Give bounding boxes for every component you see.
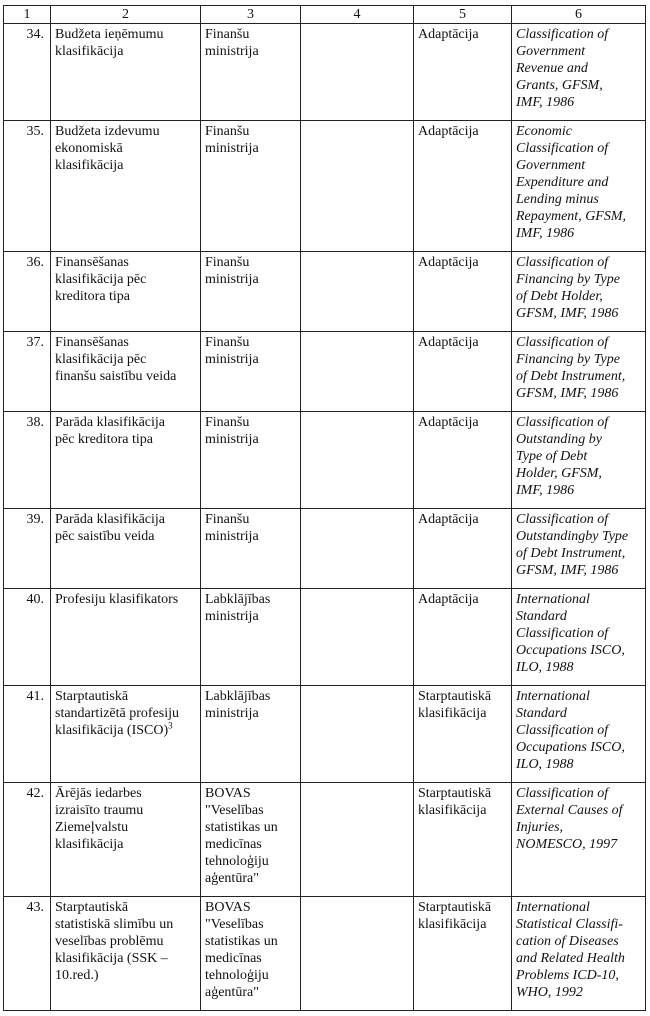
responsible-institution-line: tehnoloģiju: [205, 968, 269, 983]
responsible-institution-line: ministrija: [205, 609, 259, 624]
international-source-line: Problems ICD-10,: [516, 968, 619, 983]
responsible-institution-line: Finanšu: [205, 415, 250, 430]
classification-name-line: Parāda klasifikācija: [55, 512, 166, 527]
classification-type-line: Adaptācija: [418, 335, 479, 350]
responsible-institution-line: statistikas un: [205, 934, 278, 949]
international-source-line: Statistical Classifi-: [516, 917, 623, 932]
international-source-line: Outstanding by: [516, 432, 602, 447]
international-source-line: Classification of: [516, 626, 609, 641]
international-source-line: Outstandingby Type: [516, 529, 629, 544]
responsible-institution: [201, 412, 301, 509]
classification-type: [414, 252, 512, 332]
classification-name-line: pēc kreditora tipa: [55, 432, 153, 447]
international-source-line: Classification of: [516, 512, 609, 527]
responsible-institution-line: medicīnas: [205, 951, 262, 966]
responsible-institution: [201, 686, 301, 783]
international-source-line: GFSM, IMF, 1986: [516, 306, 619, 321]
responsible-institution-line: aģentūra": [205, 985, 259, 1000]
international-source-line: Repayment, GFSM,: [516, 209, 627, 224]
responsible-institution: [201, 121, 301, 252]
table-row: [4, 686, 646, 783]
classification-name-text: klasifikācija (ISCO): [55, 723, 169, 738]
column-header-1: 1: [4, 6, 51, 24]
responsible-institution: [201, 24, 301, 121]
column-4-cell: [301, 783, 414, 897]
classification-type: [414, 686, 512, 783]
classification-name-line: klasifikācija: [55, 158, 124, 173]
classification-name-line: izraisīto traumu: [55, 803, 144, 818]
international-source-line: Classification of: [516, 786, 609, 801]
responsible-institution-line: Finanšu: [205, 27, 250, 42]
responsible-institution: [201, 783, 301, 897]
international-source-line: Grants, GFSM,: [516, 78, 603, 93]
international-source-line: cation of Diseases: [516, 934, 619, 949]
responsible-institution-line: Labklājības: [205, 592, 271, 607]
classification-name-line: klasifikācija pēc: [55, 272, 147, 287]
international-source-line: Government: [516, 44, 586, 59]
international-source-line: Classification of: [516, 255, 609, 270]
responsible-institution-line: Finanšu: [205, 124, 250, 139]
international-source-line: Classification of: [516, 723, 609, 738]
international-source-line: IMF, 1986: [516, 95, 575, 110]
international-source: [512, 412, 646, 509]
row-number: 41.: [4, 686, 51, 783]
international-source-line: Holder, GFSM,: [516, 466, 602, 481]
international-source-line: NOMESCO, 1997: [516, 837, 618, 852]
classification-name-line: Profesiju klasifikators: [55, 592, 179, 607]
classification-name-line: klasifikācija (SSK –: [55, 951, 168, 966]
responsible-institution-line: ministrija: [205, 706, 259, 721]
column-4-cell: [301, 509, 414, 589]
classification-type: [414, 509, 512, 589]
international-source-line: Classification of: [516, 335, 609, 350]
column-4-cell: [301, 332, 414, 412]
classification-name-line: statistiskā slimību un: [55, 917, 174, 932]
classification-type-line: Adaptācija: [418, 415, 479, 430]
international-source: [512, 332, 646, 412]
international-source-line: External Causes of: [516, 803, 623, 818]
international-source-line: IMF, 1986: [516, 483, 575, 498]
row-number: 39.: [4, 509, 51, 589]
international-source-line: of Debt Instrument,: [516, 546, 626, 561]
row-number: 36.: [4, 252, 51, 332]
classification-type-line: Starptautiskā: [418, 900, 492, 915]
row-number: 35.: [4, 121, 51, 252]
international-source-line: of Debt Instrument,: [516, 369, 626, 384]
row-number: 42.: [4, 783, 51, 897]
responsible-institution-line: ministrija: [205, 272, 259, 287]
classification-name-line: Finansēšanas: [55, 335, 129, 350]
classification-type: [414, 589, 512, 686]
classification-name-line: standartizētā profesiju: [55, 706, 180, 721]
responsible-institution: [201, 332, 301, 412]
international-source-line: Government: [516, 158, 586, 173]
responsible-institution-line: Labklājības: [205, 689, 271, 704]
classification-type-line: klasifikācija: [418, 917, 487, 932]
row-number: 40.: [4, 589, 51, 686]
international-source-line: International: [516, 592, 590, 607]
footnote-marker: 3: [168, 720, 173, 731]
responsible-institution-line: aģentūra": [205, 871, 259, 886]
responsible-institution-line: Finanšu: [205, 335, 250, 350]
classification-name: [51, 783, 201, 897]
classification-name: [51, 332, 201, 412]
classification-type-line: klasifikācija: [418, 706, 487, 721]
column-header-5: 5: [414, 6, 512, 24]
table-row: [4, 121, 646, 252]
classification-name-line: klasifikācija pēc: [55, 352, 147, 367]
international-source-line: Type of Debt: [516, 449, 588, 464]
classification-name-line: Parāda klasifikācija: [55, 415, 166, 430]
international-source: [512, 121, 646, 252]
international-source-line: Standard: [516, 706, 567, 721]
classification-name-line: klasifikācija: [55, 44, 124, 59]
responsible-institution-line: BOVAS: [205, 786, 251, 801]
international-source-line: IMF, 1986: [516, 226, 575, 241]
classification-name-line: ekonomiskā: [55, 141, 123, 156]
classification-name-line: Starptautiskā: [55, 689, 129, 704]
international-source: [512, 24, 646, 121]
international-source-line: Classification of: [516, 27, 609, 42]
responsible-institution-line: "Veselības: [205, 803, 264, 818]
classification-type: [414, 332, 512, 412]
classification-name-line: finanšu saistību veida: [55, 369, 177, 384]
column-4-cell: [301, 412, 414, 509]
classification-type: [414, 897, 512, 1011]
column-4-cell: [301, 121, 414, 252]
international-source: [512, 589, 646, 686]
international-source-line: Classification of: [516, 415, 609, 430]
table-row: [4, 24, 646, 121]
row-number: 37.: [4, 332, 51, 412]
international-source-line: International: [516, 900, 590, 915]
international-source-line: and Related Health: [516, 951, 625, 966]
responsible-institution: [201, 252, 301, 332]
international-source-line: International: [516, 689, 590, 704]
classification-name-line: veselības problēmu: [55, 934, 164, 949]
responsible-institution-line: ministrija: [205, 529, 259, 544]
table-row: [4, 412, 646, 509]
international-source-line: ILO, 1988: [516, 757, 574, 772]
row-number: 43.: [4, 897, 51, 1011]
international-source-line: Revenue and: [516, 61, 588, 76]
international-source-line: GFSM, IMF, 1986: [516, 563, 619, 578]
responsible-institution: [201, 897, 301, 1011]
row-number: 34.: [4, 24, 51, 121]
classification-name: [51, 121, 201, 252]
international-source: [512, 686, 646, 783]
international-source-line: ILO, 1988: [516, 660, 574, 675]
column-4-cell: [301, 589, 414, 686]
column-4-cell: [301, 252, 414, 332]
responsible-institution-line: statistikas un: [205, 820, 278, 835]
classification-type: [414, 121, 512, 252]
classification-name-line: Finansēšanas: [55, 255, 129, 270]
international-source-line: Financing by Type: [516, 352, 620, 367]
international-source-line: Occupations ISCO,: [516, 643, 625, 658]
responsible-institution-line: Finanšu: [205, 512, 250, 527]
classification-name-line: Starptautiskā: [55, 900, 129, 915]
classification-type-line: Adaptācija: [418, 255, 479, 270]
table-row: [4, 509, 646, 589]
responsible-institution-line: Finanšu: [205, 255, 250, 270]
header-row: [4, 6, 646, 24]
classification-name: [51, 897, 201, 1011]
classification-name-line: pēc saistību veida: [55, 529, 155, 544]
classification-name-line: Ārējās iedarbes: [55, 786, 142, 801]
column-4-cell: [301, 24, 414, 121]
table-row: [4, 783, 646, 897]
table-row: [4, 332, 646, 412]
classification-type: [414, 412, 512, 509]
responsible-institution-line: "Veselības: [205, 917, 264, 932]
international-source: [512, 897, 646, 1011]
classification-name-line: Budžeta ieņēmumu: [55, 27, 164, 42]
column-header-2: 2: [51, 6, 201, 24]
classification-type: [414, 783, 512, 897]
classification-table: [3, 5, 646, 1011]
column-header-6: 6: [512, 6, 646, 24]
classification-type-line: Adaptācija: [418, 512, 479, 527]
international-source-line: Occupations ISCO,: [516, 740, 625, 755]
international-source: [512, 509, 646, 589]
international-source-line: GFSM, IMF, 1986: [516, 386, 619, 401]
international-source-line: Classification of: [516, 141, 609, 156]
classification-name-line: [55, 722, 196, 739]
classification-name-line: klasifikācija: [55, 837, 124, 852]
classification-name: [51, 252, 201, 332]
responsible-institution: [201, 509, 301, 589]
responsible-institution-line: BOVAS: [205, 900, 251, 915]
classification-name: [51, 686, 201, 783]
international-source-line: Injuries,: [516, 820, 564, 835]
responsible-institution-line: medicīnas: [205, 837, 262, 852]
classification-name-line: Ziemeļvalstu: [55, 820, 129, 835]
classification-type-line: Starptautiskā: [418, 689, 492, 704]
table-row: [4, 589, 646, 686]
international-source-line: Financing by Type: [516, 272, 620, 287]
responsible-institution-line: ministrija: [205, 432, 259, 447]
classification-name: [51, 509, 201, 589]
column-4-cell: [301, 686, 414, 783]
classification-name-line: Budžeta izdevumu: [55, 124, 160, 139]
international-source-line: WHO, 1992: [516, 985, 583, 1000]
classification-type-line: Adaptācija: [418, 27, 479, 42]
responsible-institution-line: ministrija: [205, 141, 259, 156]
international-source-line: of Debt Holder,: [516, 289, 603, 304]
classification-name: [51, 412, 201, 509]
table-row: [4, 252, 646, 332]
responsible-institution-line: ministrija: [205, 352, 259, 367]
column-header-3: 3: [201, 6, 301, 24]
table-row: [4, 897, 646, 1011]
classification-type-line: klasifikācija: [418, 803, 487, 818]
responsible-institution-line: ministrija: [205, 44, 259, 59]
classification-type: [414, 24, 512, 121]
international-source: [512, 783, 646, 897]
international-source-line: Lending minus: [516, 192, 599, 207]
column-4-cell: [301, 897, 414, 1011]
classification-type-line: Starptautiskā: [418, 786, 492, 801]
classification-type-line: Adaptācija: [418, 124, 479, 139]
international-source: [512, 252, 646, 332]
classification-name-line: 10.red.): [55, 968, 99, 983]
international-source-line: Expenditure and: [516, 175, 609, 190]
classification-name: [51, 589, 201, 686]
row-number: 38.: [4, 412, 51, 509]
classification-name: [51, 24, 201, 121]
column-header-4: 4: [301, 6, 414, 24]
responsible-institution: [201, 589, 301, 686]
international-source-line: Economic: [516, 124, 572, 139]
classification-type-line: Adaptācija: [418, 592, 479, 607]
responsible-institution-line: tehnoloģiju: [205, 854, 269, 869]
classification-name-line: kreditora tipa: [55, 289, 131, 304]
international-source-line: Standard: [516, 609, 567, 624]
